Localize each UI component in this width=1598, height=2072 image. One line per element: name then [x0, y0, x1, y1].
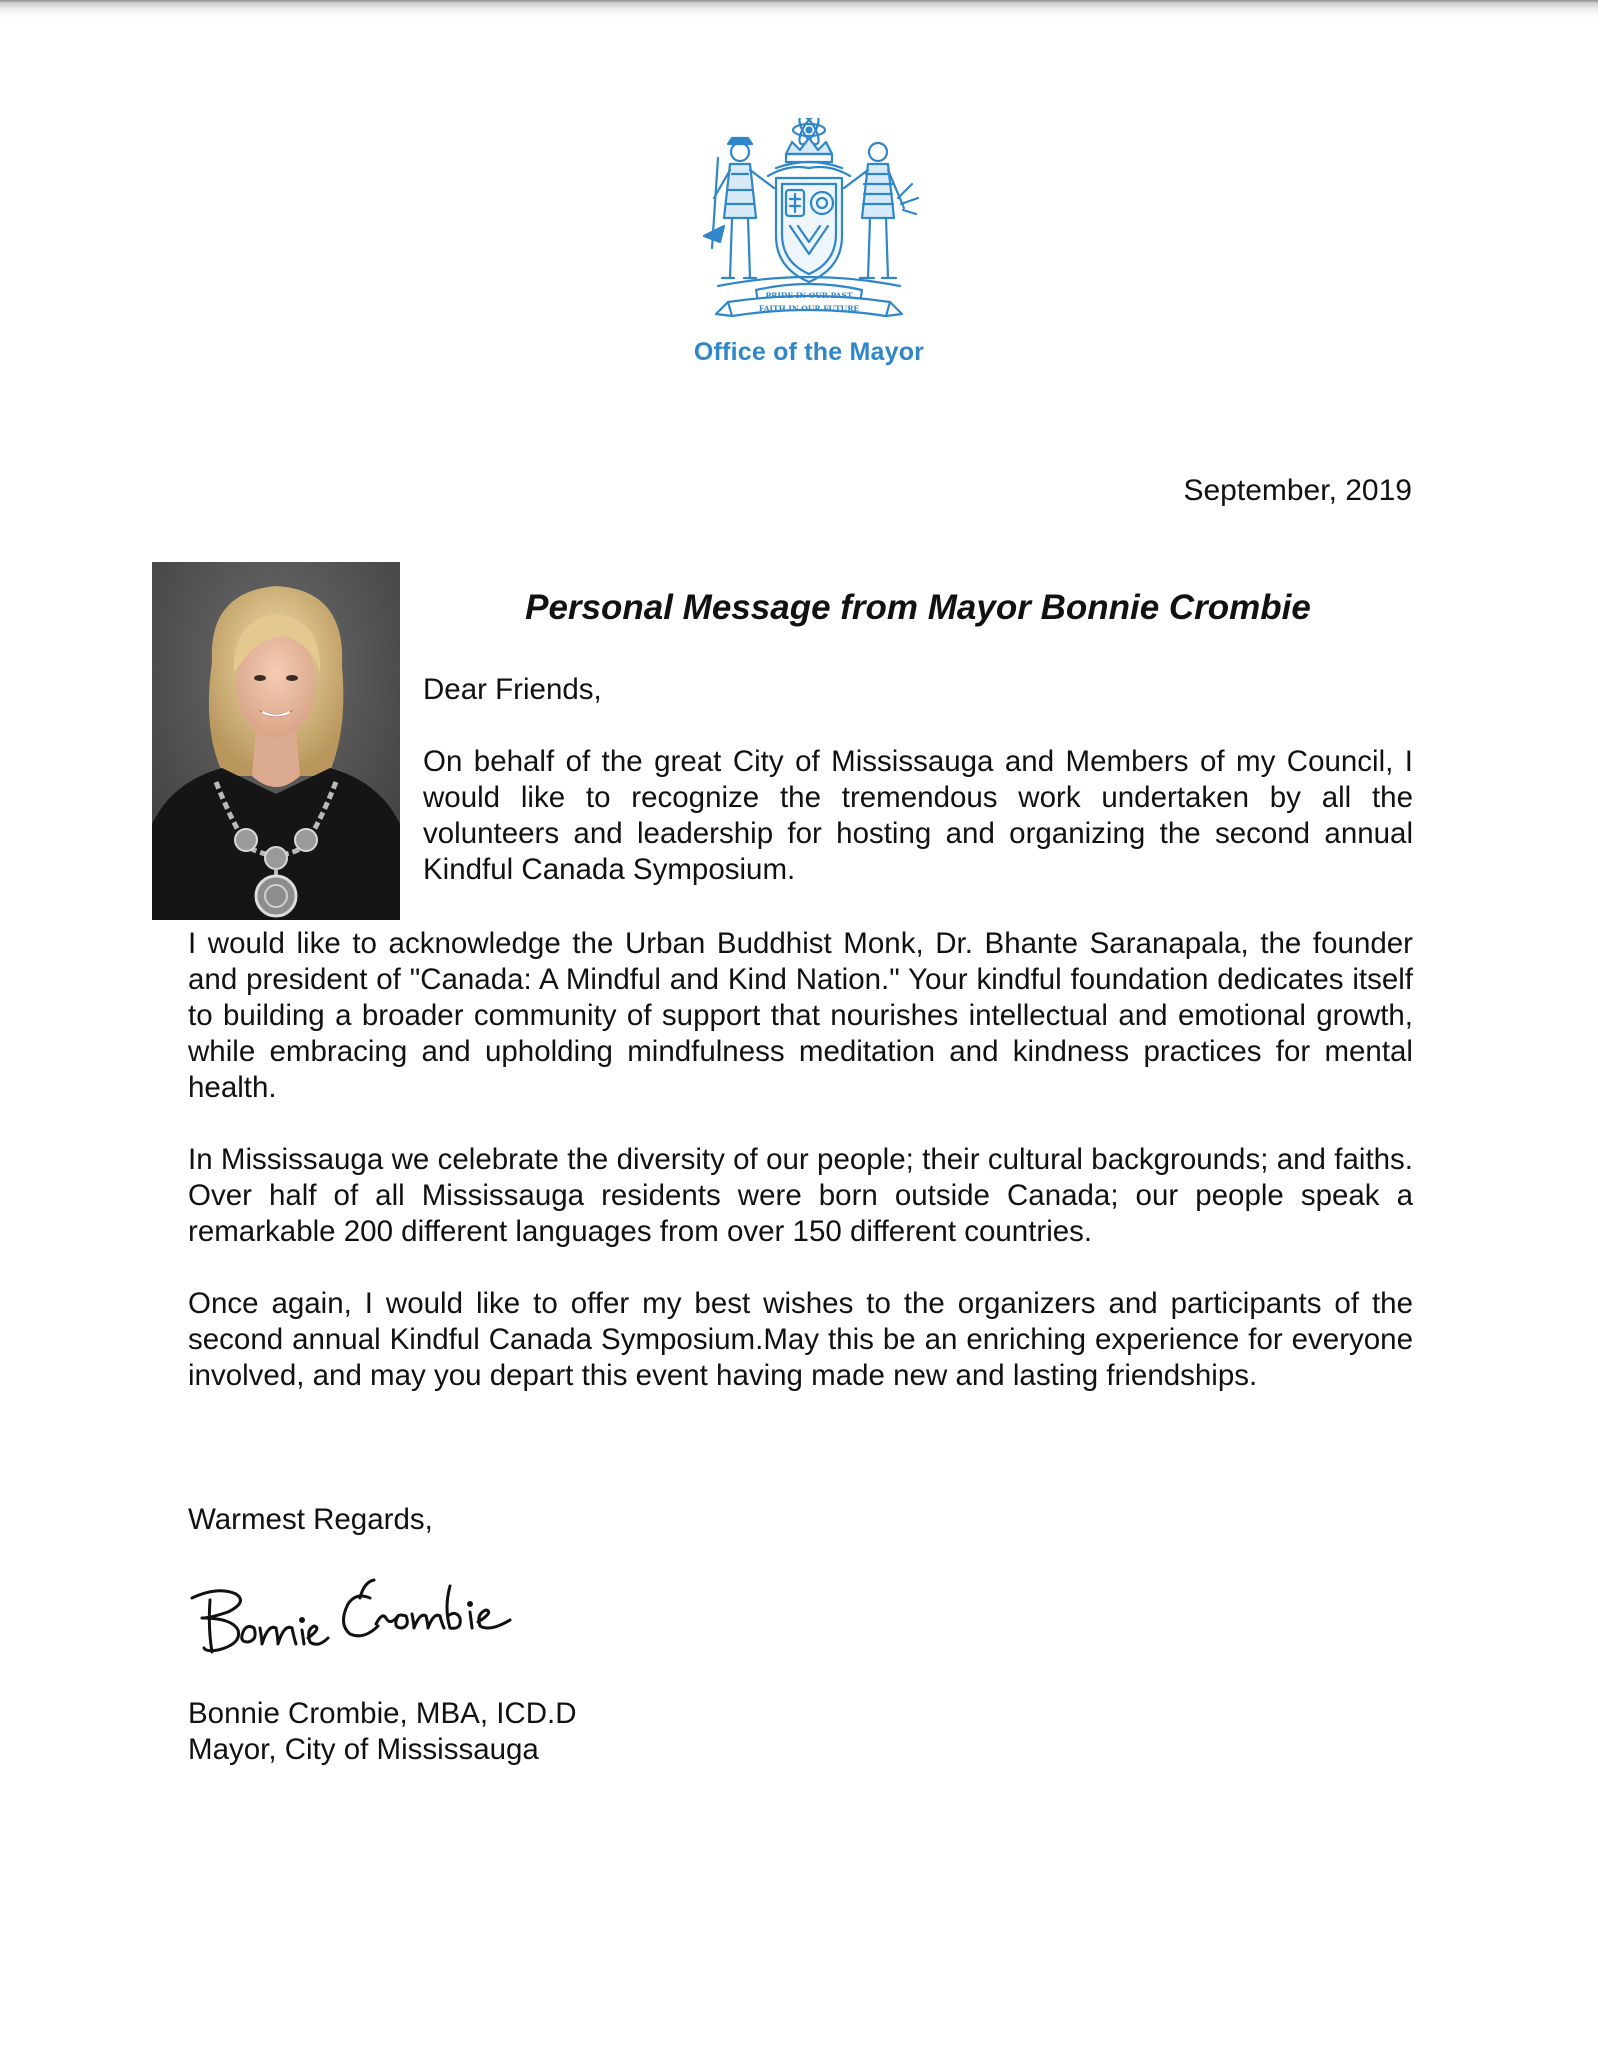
- crest-motto-bottom: FAITH IN OUR FUTURE: [758, 304, 860, 313]
- portrait-illustration: [152, 562, 400, 920]
- signer-name: Bonnie Crombie, MBA, ICD.D: [188, 1697, 577, 1730]
- crest-motto-top: PRIDE IN OUR PAST: [765, 291, 853, 300]
- letter-paragraph-3: In Mississauga we celebrate the diversity of our people; their cultural backgrounds; and faiths. Over half of all Mississauga residents were born outside Canada; our people speak a remarkable 200 different languages from over 150 different countries.: [188, 1143, 1413, 1248]
- city-crest-logo: [698, 118, 920, 338]
- letter-date: September, 2019: [1183, 474, 1412, 507]
- letter-title: Personal Message from Mayor Bonnie Crombie: [525, 588, 1311, 627]
- office-of-the-mayor-label: Office of the Mayor: [693, 338, 925, 366]
- letter-paragraph-4: Once again, I would like to offer my best wishes to the organizers and participants of the second annual Kindful Canada Symposium.May this be an enriching experience for everyone involved, and may you depart this event having made new and lasting friendships.: [188, 1287, 1413, 1392]
- letter-closing: Warmest Regards,: [188, 1503, 433, 1536]
- signer-title: Mayor, City of Mississauga: [188, 1733, 539, 1766]
- mayor-portrait-photo: [152, 562, 400, 920]
- letter-paragraph-2: I would like to acknowledge the Urban Buddhist Monk, Dr. Bhante Saranapala, the founder and president of "Canada: A Mindful and Kind Nation." Your kindful foundation dedicates itself to building a broader community of support that nourishes intellectual and emotional growth, while embracing and upholding mindfulness meditation and kindness practices for mental health.: [188, 927, 1413, 1104]
- letter-paragraph-1: On behalf of the great City of Mississauga and Members of my Council, I would like to recognize the tremendous work undertaken by all the volunteers and leadership for hosting and organizing the second annual Kindful Canada Symposium.: [423, 745, 1413, 886]
- letter-greeting: Dear Friends,: [423, 673, 602, 706]
- page-top-edge: [0, 0, 1598, 18]
- handwritten-signature: [188, 1568, 548, 1668]
